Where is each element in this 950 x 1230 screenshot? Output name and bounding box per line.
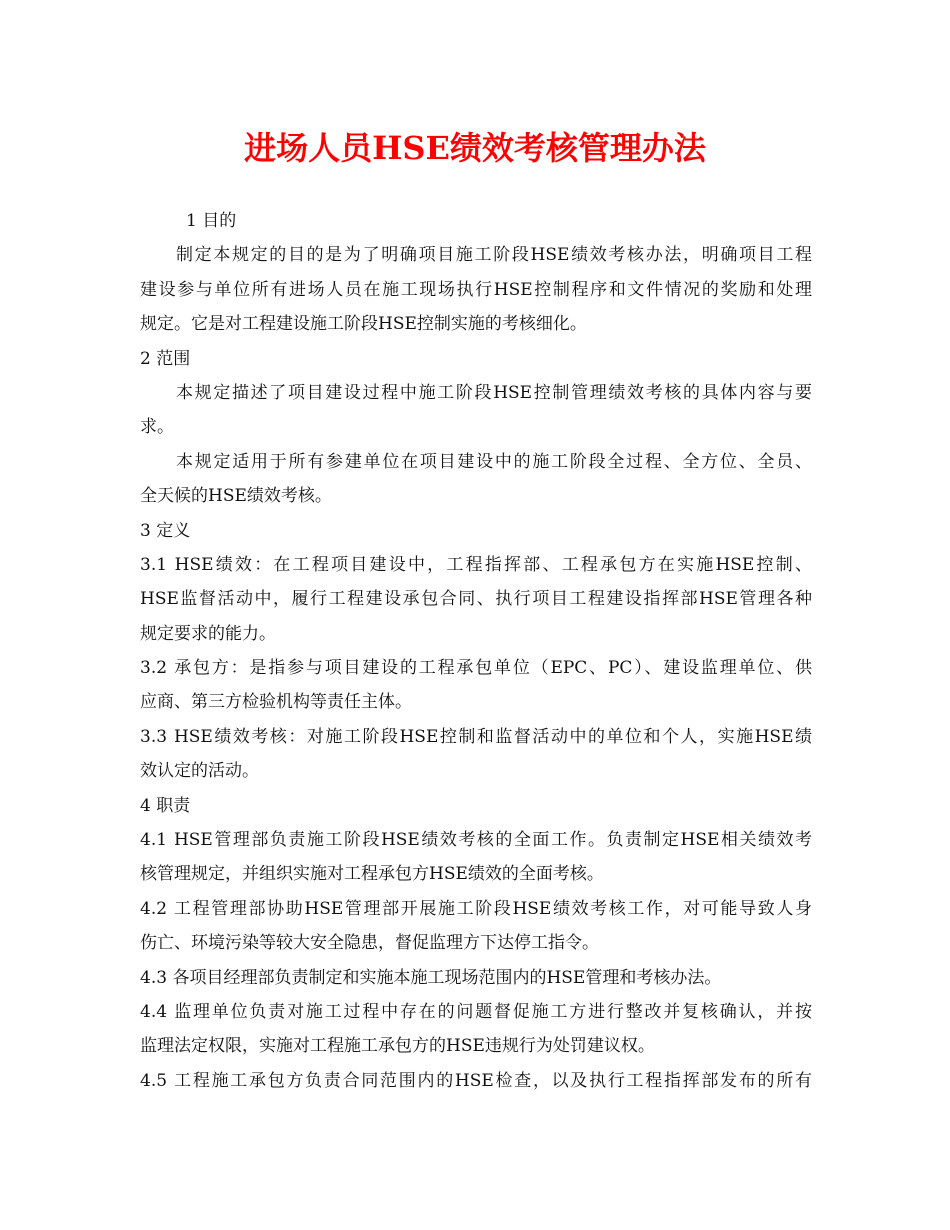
paragraph-line: 建设参与单位所有进场人员在施工现场执行HSE控制程序和文件情况的奖励和处理 [140, 279, 812, 300]
section-heading-scope: 2 范围 [140, 348, 191, 369]
paragraph-line: 本规定适用于所有参建单位在项目建设中的施工阶段全过程、全方位、全员、 [176, 451, 812, 472]
paragraph-line: 应商、第三方检验机构等责任主体。 [140, 692, 412, 713]
paragraph-line: 制定本规定的目的是为了明确项目施工阶段HSE绩效考核办法，明确项目工程 [176, 245, 812, 266]
section-heading-definitions: 3 定义 [140, 520, 191, 541]
paragraph-line: 效认定的活动。 [140, 761, 259, 782]
section-heading-responsibilities: 4 职责 [140, 795, 191, 816]
paragraph-line: 规定要求的能力。 [140, 623, 276, 644]
paragraph-line: 3.2 承包方：是指参与项目建设的工程承包单位（EPC、PC）、建设监理单位、供 [140, 658, 812, 679]
paragraph-line: 求。 [140, 417, 174, 438]
paragraph-line: 4.2 工程管理部协助HSE管理部开展施工阶段HSE绩效考核工作，对可能导致人身 [140, 898, 812, 919]
section-heading-purpose: 1 目的 [186, 211, 237, 231]
paragraph-line: 规定。它是对工程建设施工阶段HSE控制实施的考核细化。 [140, 314, 587, 335]
paragraph-line: 4.1 HSE管理部负责施工阶段HSE绩效考核的全面工作。负责制定HSE相关绩效考 [140, 830, 812, 851]
paragraph-line: 4.3 各项目经理部负责制定和实施本施工现场范围内的HSE管理和考核办法。 [140, 967, 722, 988]
paragraph-line: HSE监督活动中，履行工程建设承包合同、执行项目工程建设指挥部HSE管理各种 [140, 589, 812, 610]
paragraph-line: 本规定描述了项目建设过程中施工阶段HSE控制管理绩效考核的具体内容与要 [176, 382, 812, 403]
document-body [140, 204, 812, 1098]
paragraph-line: 3.3 HSE绩效考核：对施工阶段HSE控制和监督活动中的单位和个人，实施HSE绩 [140, 726, 812, 747]
paragraph-line: 伤亡、环境污染等较大安全隐患，督促监理方下达停工指令。 [140, 933, 599, 954]
paragraph-line: 监理法定权限，实施对工程施工承包方的HSE违规行为处罚建议权。 [140, 1036, 655, 1057]
paragraph-line: 全天候的HSE绩效考核。 [140, 486, 332, 507]
paragraph-line: 核管理规定，并组织实施对工程承包方HSE绩效的全面考核。 [140, 864, 604, 885]
document-title: 进场人员HSE绩效考核管理办法 [244, 129, 706, 167]
paragraph-line: 4.5 工程施工承包方负责合同范围内的HSE检查，以及执行工程指挥部发布的所有 [140, 1070, 812, 1091]
paragraph-line: 3.1 HSE绩效：在工程项目建设中，工程指挥部、工程承包方在实施HSE控制、 [140, 554, 812, 575]
paragraph-line: 4.4 监理单位负责对施工过程中存在的问题督促施工方进行整改并复核确认，并按 [140, 1001, 812, 1022]
